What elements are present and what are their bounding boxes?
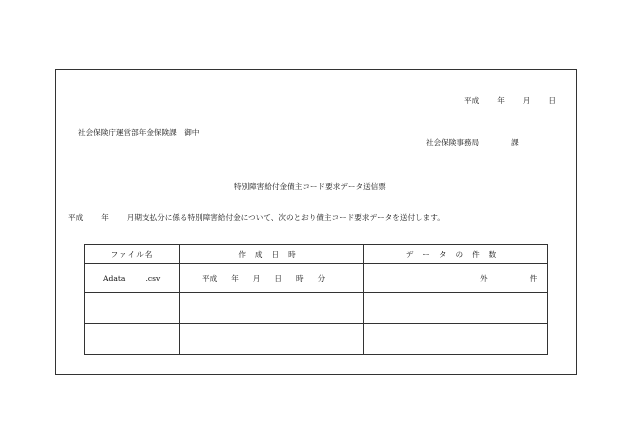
file-name-cell bbox=[85, 324, 180, 355]
file-name-cell bbox=[85, 293, 180, 324]
file-extension: .csv bbox=[145, 273, 161, 283]
row-minute-unit: 分 bbox=[317, 273, 326, 283]
body-sentence: 月期支払分に係る特別障害給付金について、次のとおり債主コード要求データを送付します。 bbox=[126, 213, 445, 222]
header-created-datetime: 作成日時 bbox=[180, 245, 364, 264]
count-cell bbox=[364, 293, 548, 324]
row-day-unit: 日 bbox=[274, 273, 282, 283]
form-title: 特別障害給付金債主コード要求データ送信票 bbox=[234, 182, 386, 191]
sender-section: 課 bbox=[511, 138, 519, 147]
addressee: 社会保険庁運営部年金保険課 御中 bbox=[78, 128, 200, 137]
table-row bbox=[85, 264, 548, 293]
count-cell bbox=[364, 324, 548, 355]
body-year-unit: 年 bbox=[101, 213, 109, 222]
header-data-count: データの件数 bbox=[364, 245, 548, 264]
row-year-unit: 年 bbox=[231, 273, 239, 283]
date-year-unit: 年 bbox=[497, 96, 505, 105]
file-name-cell bbox=[85, 264, 180, 293]
table-row bbox=[85, 293, 548, 324]
date-month-unit: 月 bbox=[522, 96, 531, 105]
datetime-cell bbox=[180, 264, 364, 293]
data-table bbox=[84, 244, 548, 355]
file-prefix: Adata bbox=[103, 273, 126, 283]
count-unit: 件 bbox=[529, 273, 538, 283]
row-hour-unit: 時 bbox=[295, 273, 304, 283]
header-file-name: ファイル名 bbox=[85, 245, 180, 264]
date-era: 平成 bbox=[464, 96, 480, 105]
datetime-cell bbox=[180, 293, 364, 324]
body-era: 平成 bbox=[68, 213, 84, 222]
submission-date bbox=[464, 95, 556, 106]
date-day-unit: 日 bbox=[548, 96, 556, 105]
count-outer: 外 bbox=[480, 273, 488, 283]
table-row bbox=[85, 324, 548, 355]
row-month-unit: 月 bbox=[252, 273, 261, 283]
sender-office-name: 社会保険事務局 bbox=[426, 138, 480, 147]
datetime-cell bbox=[180, 324, 364, 355]
body-text bbox=[68, 212, 445, 223]
count-cell bbox=[364, 264, 548, 293]
row-era: 平成 bbox=[202, 273, 218, 283]
sender-office bbox=[426, 137, 519, 148]
